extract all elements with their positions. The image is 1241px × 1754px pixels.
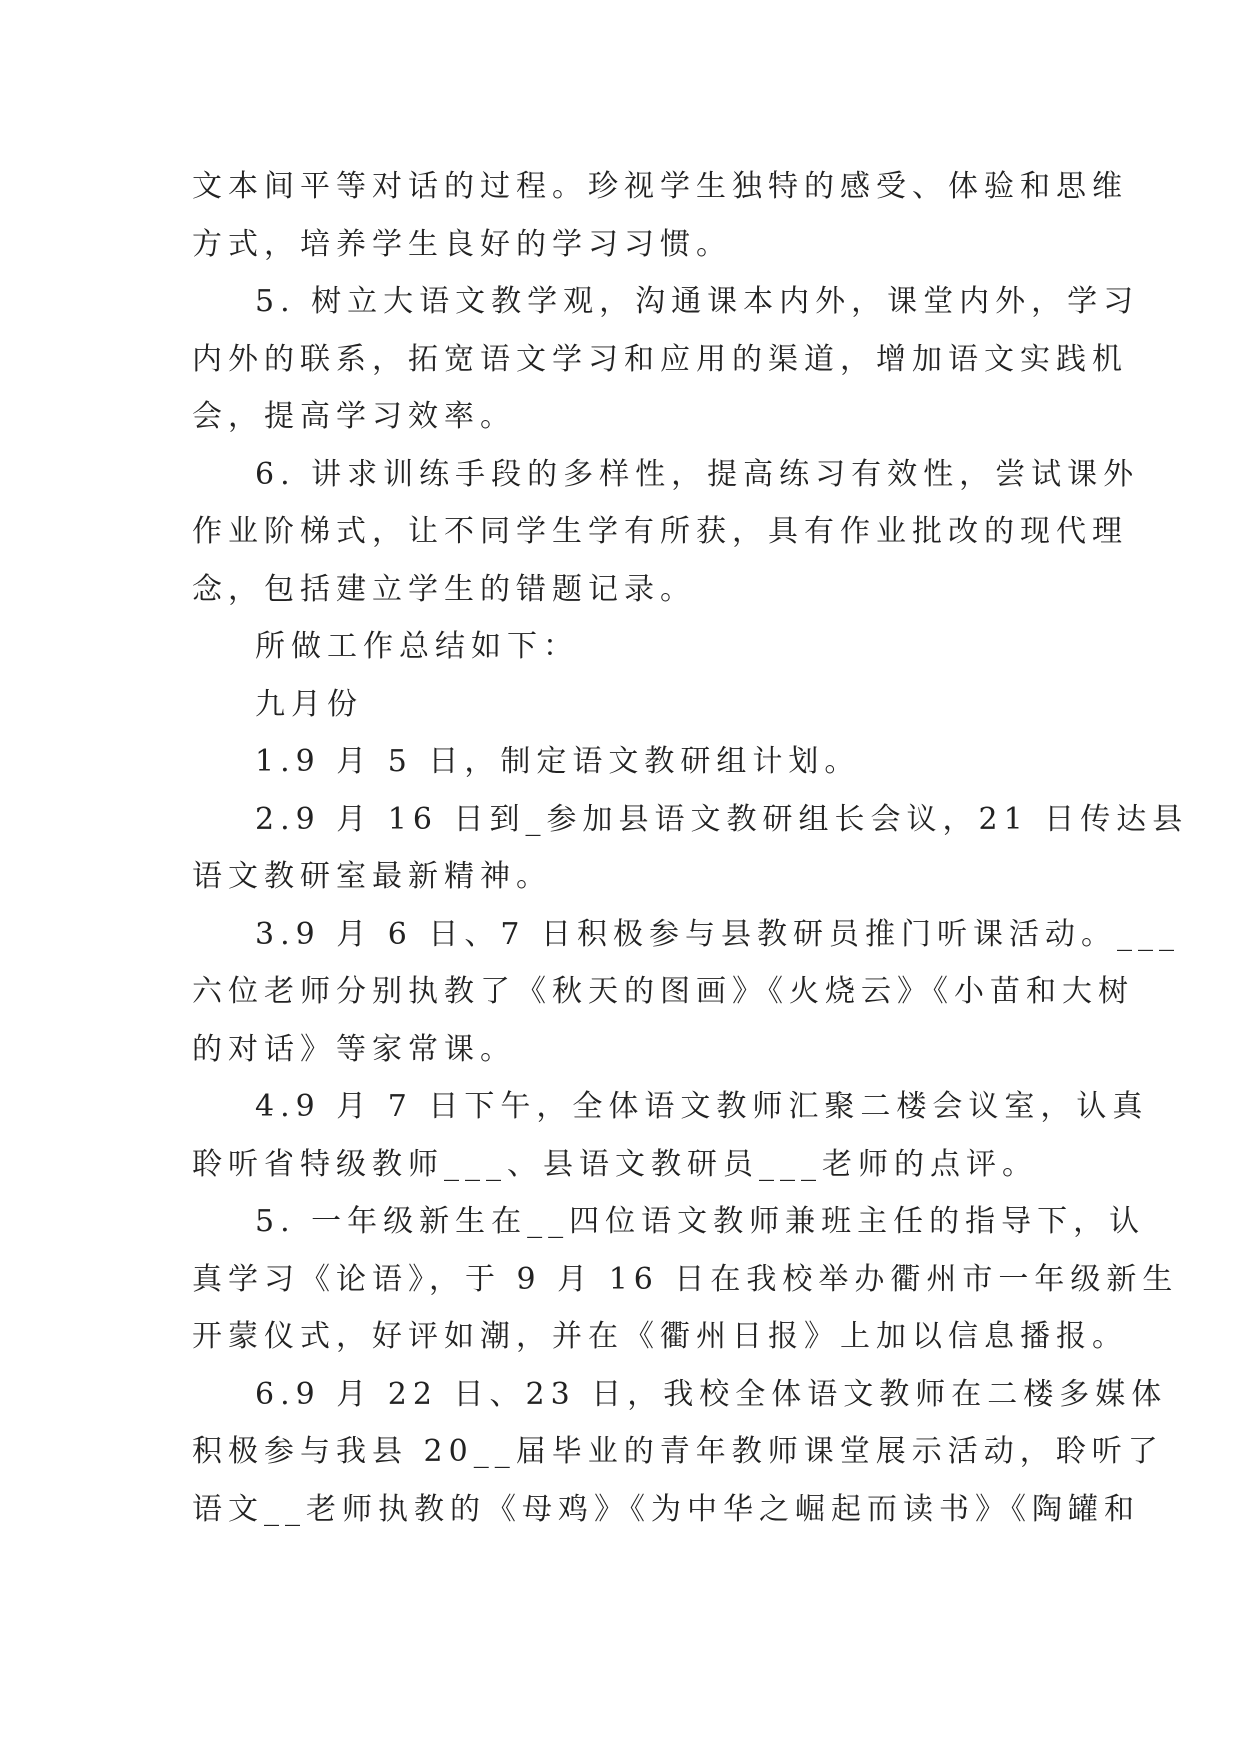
text-line: 作业阶梯式，让不同学生学有所获，具有作业批改的现代理 [192, 514, 1128, 549]
text-line: 内外的联系，拓宽语文学习和应用的渠道，增加语文实践机 [192, 341, 1128, 377]
text-line: 方式，培养学生良好的学习习惯。 [192, 226, 732, 262]
text-line: 语文__老师执教的《母鸡》《为中华之崛起而读书》《陶罐和 [192, 1491, 1140, 1527]
text-line: 1.9 月 5 日，制定语文教研组计划。 [255, 744, 861, 779]
section-heading: 所做工作总结如下： [255, 629, 579, 664]
text-line: 念，包括建立学生的错题记录。 [192, 571, 696, 607]
text-line: 会，提高学习效率。 [192, 399, 516, 434]
text-line: 4.9 月 7 日下午，全体语文教师汇聚二楼会议室，认真 [255, 1089, 1149, 1124]
text-line: 5. 树立大语文教学观，沟通课本内外，课堂内外，学习 [255, 284, 1140, 319]
text-line: 聆听省特级教师___、县语文教研员___老师的点评。 [192, 1146, 1038, 1182]
month-heading: 九月份 [255, 686, 363, 722]
text-line: 真学习《论语》，于 9 月 16 日在我校举办衢州市一年级新生 [192, 1261, 1179, 1297]
text-line: 文本间平等对话的过程。珍视学生独特的感受、体验和思维 [192, 169, 1128, 204]
text-line: 六位老师分别执教了《秋天的图画》《火烧云》《小苗和大树 [192, 974, 1134, 1009]
text-line: 6. 讲求训练手段的多样性，提高练习有效性，尝试课外 [255, 456, 1140, 492]
text-line: 语文教研室最新精神。 [192, 859, 552, 894]
text-line: 6.9 月 22 日、23 日，我校全体语文教师在二楼多媒体 [255, 1376, 1168, 1412]
text-line: 5. 一年级新生在__四位语文教师兼班主任的指导下，认 [255, 1204, 1146, 1239]
text-line: 的对话》等家常课。 [192, 1031, 516, 1067]
text-line: 开蒙仪式，好评如潮，并在《衢州日报》上加以信息播报。 [192, 1319, 1128, 1354]
document-body [192, 158, 1189, 1538]
text-line: 2.9 月 16 日到_参加县语文教研组长会议，21 日传达县 [255, 801, 1189, 837]
text-line: 3.9 月 6 日、7 日积极参与县教研员推门听课活动。___ [255, 916, 1181, 952]
text-line: 积极参与我县 20__届毕业的青年教师课堂展示活动，聆听了 [192, 1434, 1164, 1469]
